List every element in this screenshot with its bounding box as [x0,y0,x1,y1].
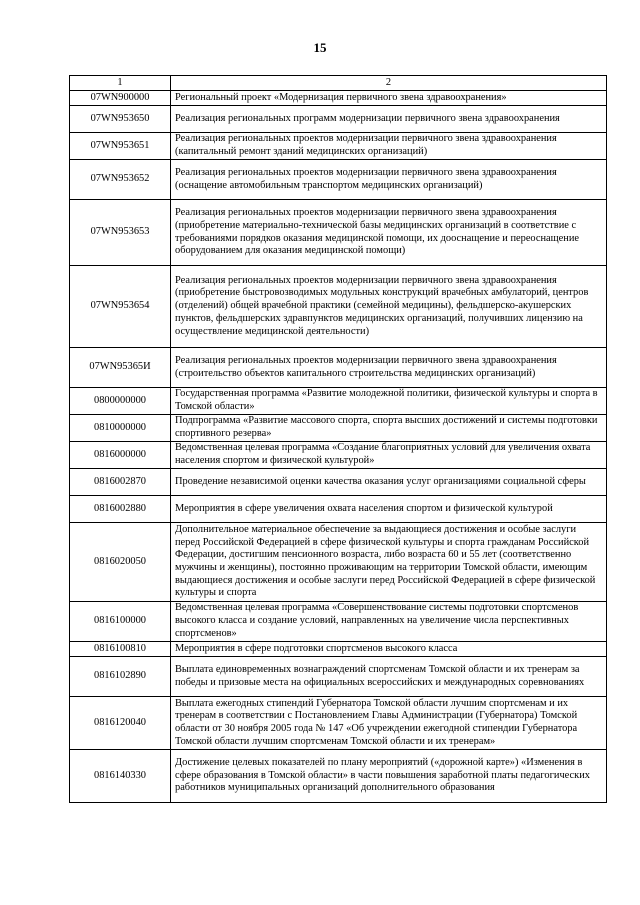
table-row [70,496,607,523]
row-code: 0816100000 [70,602,171,642]
row-code: 0800000000 [70,388,171,415]
row-code: 0816140330 [70,750,171,803]
row-code: 07WN953652 [70,160,171,200]
row-code: 0810000000 [70,415,171,442]
table-row [70,642,607,657]
row-description: Проведение независимой оценки качества оказания услуг организациями социальной сферы [171,469,607,496]
row-description: Достижение целевых показателей по плану мероприятий («дорожной карте») «Изменения в сфере образования в Томской области» в части повышения заработной платы педагогических работников муниципальных организаций дополнительного образования [171,750,607,803]
row-description: Мероприятия в сфере увеличения охвата населения спортом и физической культурой [171,496,607,523]
row-description: Реализация региональных проектов модернизации первичного звена здравоохранения (капитальный ремонт зданий медицинских организаций) [171,133,607,160]
row-code: 0816020050 [70,523,171,602]
row-description: Государственная программа «Развитие молодежной политики, физической культуры и спорта в Томской области» [171,388,607,415]
row-description: Ведомственная целевая программа «Совершенствование системы подготовки спортсменов высокого класса и создание условий, направленных на увеличение числа перспективных спортсменов» [171,602,607,642]
row-code: 0816002870 [70,469,171,496]
column-header-code: 1 [70,76,171,91]
table-row [70,602,607,642]
table-row [70,348,607,388]
table-row [70,415,607,442]
row-description: Реализация региональных проектов модернизации первичного звена здравоохранения (строительство объектов капитального строительства медицинских организаций) [171,348,607,388]
row-description: Региональный проект «Модернизация первичного звена здравоохранения» [171,91,607,106]
row-description: Реализация региональных проектов модернизации первичного звена здравоохранения (приобретение материально-технической базы медицинских организаций в соответствие с требованиями порядков оказания медицинской помощи, их дооснащение и переоснащение оборудованием для оказания медицинской помощи) [171,200,607,266]
row-description: Мероприятия в сфере подготовки спортсменов высокого класса [171,642,607,657]
row-description: Выплата ежегодных стипендий Губернатора Томской области лучшим спортсменам и их тренерам в соответствии с Постановлением Главы Администрации (Губернатора) Томской области от 30 ноября 2005 года № 147 «Об учреждении ежегодной стипендии Губернатора Томской области лучшим спортсменам Томской области и их тренерам» [171,697,607,750]
row-description: Подпрограмма «Развитие массового спорта, спорта высших достижений и системы подготовки спортивного резерва» [171,415,607,442]
table-row [70,160,607,200]
row-code: 07WN95365И [70,348,171,388]
row-code: 07WN953650 [70,106,171,133]
table-header-row [70,76,607,91]
table-row [70,133,607,160]
table-row [70,523,607,602]
table-row [70,266,607,348]
row-code: 07WN953653 [70,200,171,266]
row-description: Реализация региональных программ модернизации первичного звена здравоохранения [171,106,607,133]
row-description: Дополнительное материальное обеспечение за выдающиеся достижения и особые заслуги перед Российской Федерацией в сфере физической культуры и спорта гражданам Российской Федерации, достигшим пенсионного возраста, либо возраста 60 и 55 лет (соответственно мужчины и женщины), постоянно проживающим на территории Томской области, имеющим выдающиеся достижения и особые заслуги перед Российской Федерацией в сфере физической культуры и спорта [171,523,607,602]
table-row [70,106,607,133]
row-code: 07WN900000 [70,91,171,106]
row-code: 0816000000 [70,442,171,469]
table-row [70,388,607,415]
row-description: Ведомственная целевая программа «Создание благоприятных условий для увеличения охвата населения спортом и физической культурой» [171,442,607,469]
row-code: 0816002880 [70,496,171,523]
row-description: Выплата единовременных вознаграждений спортсменам Томской области и их тренерам за победы и призовые места на официальных всероссийских и международных соревнованиях [171,657,607,697]
table-row [70,91,607,106]
row-code: 0816100810 [70,642,171,657]
row-description: Реализация региональных проектов модернизации первичного звена здравоохранения (приобретение быстровозводимых модульных конструкций врачебных амбулаторий, центров (отделений) общей врачебной практики (семейной медицины), фельдшерско-акушерских пунктов, фельдшерских здравпунктов медицинских организаций, получивших лицензию на осуществление медицинской деятельности) [171,266,607,348]
table-row [70,750,607,803]
row-description: Реализация региональных проектов модернизации первичного звена здравоохранения (оснащение автомобильным транспортом медицинских организаций) [171,160,607,200]
row-code: 0816120040 [70,697,171,750]
row-code: 07WN953654 [70,266,171,348]
row-code: 0816102890 [70,657,171,697]
table-row [70,657,607,697]
row-code: 07WN953651 [70,133,171,160]
table-row [70,200,607,266]
table-row [70,697,607,750]
classification-table [69,75,607,803]
page-number: 15 [313,40,327,55]
table-row [70,469,607,496]
table-row [70,442,607,469]
column-header-description: 2 [171,76,607,91]
